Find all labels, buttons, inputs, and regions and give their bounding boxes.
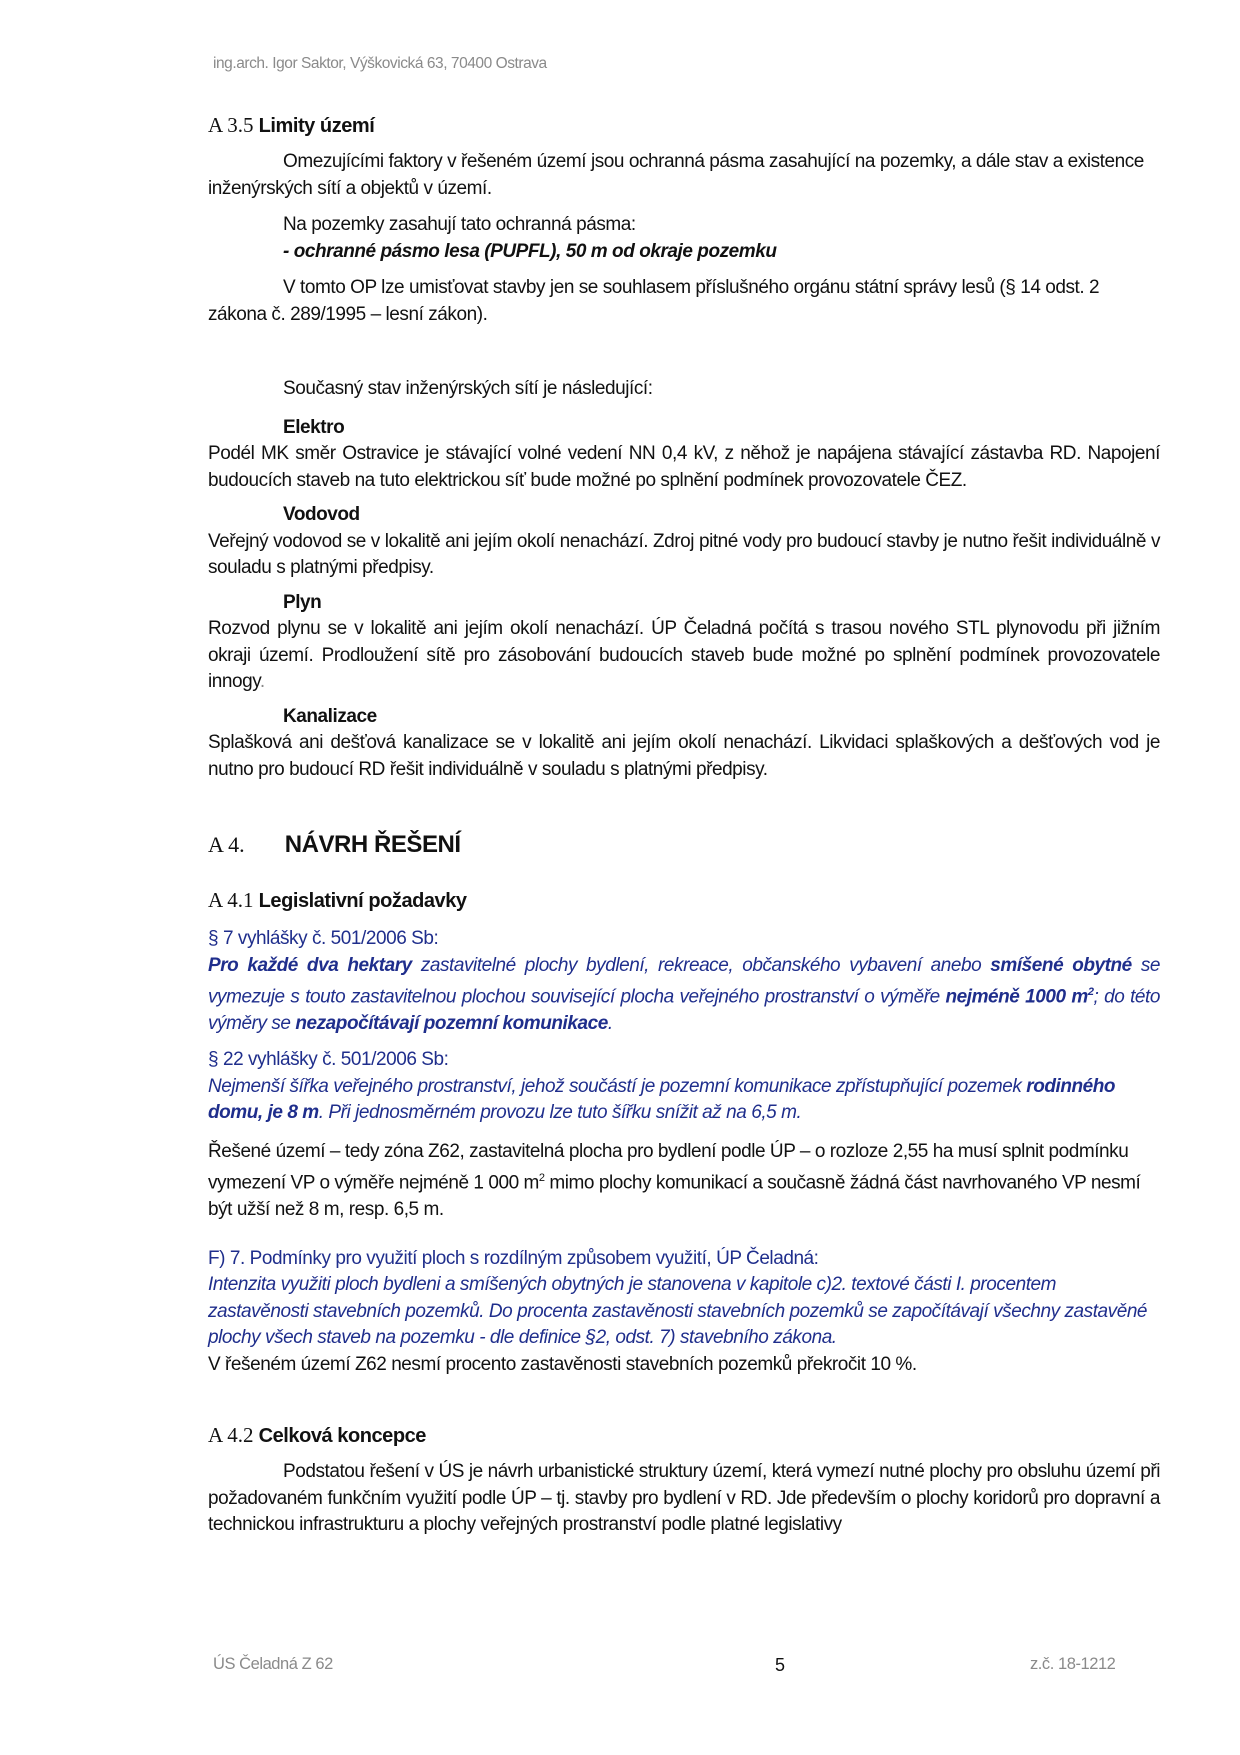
quote-emphasis: Pro každé dva hektary (208, 954, 412, 976)
paragraph-intro: Omezujícími faktory v řešeném území jsou ochranná pásma zasahující na pozemky, a dále stav a existence inženýrských sítí a objektů v území. (208, 151, 1144, 199)
document-body (208, 110, 1160, 1539)
paragraph-kanalizace: Splašková ani dešťová kanalizace se v lokalitě ani jejím okolí nenachází. Likvidaci splaškových a dešťových vod je nutno pro budoucí RD řešit individuálně v souladu s platnými předpisy. (208, 732, 1160, 780)
paragraph-requirements (208, 1139, 1160, 1224)
paragraph-conclusion: V řešeném území Z62 nesmí procento zastavěnosti stavebních pozemků překročit 10 %. (208, 1353, 917, 1375)
section-number: A 4.1 (208, 888, 254, 912)
quote-emphasis: nejméně 1000 m (945, 986, 1088, 1008)
section-number: A 4. (208, 832, 245, 857)
protection-zone-item: - ochranné pásmo lesa (PUPFL), 50 m od okraje pozemku (283, 240, 777, 262)
section-title: NÁVRH ŘEŠENÍ (284, 831, 461, 858)
superscript: 2 (538, 1172, 545, 1185)
paragraph-plyn-text: Rozvod plynu se v lokalitě ani jejím okolí nenachází. ÚP Čeladná počítá s trasou nového STL plynovodu při jižním okraji území. Prodloužení sítě pro zásobování budoucích staveb bude možné po splnění podmínek provozovatele innogy (208, 618, 1160, 692)
quote-text: . (607, 1012, 613, 1034)
paragraph-elektro: Podél MK směr Ostravice je stávající volné vedení NN 0,4 kV, z něhož je napájena stávající zástavba RD. Napojení budoucích staveb na tuto elektrickou síť bude možné po splnění podmínek provozovatele ČEZ. (208, 443, 1160, 491)
paragraph-plyn (208, 616, 1160, 696)
paragraph-text: Řešené území – tedy zóna Z62, zastavitelná plocha pro bydlení podle ÚP – o rozloze 2,55 ha musí splnit podmínku vymezení VP o výměře nejméně 1 000 m (208, 1140, 1129, 1194)
subheading-vodovod: Vodovod (283, 504, 360, 525)
page-number: 5 (775, 1655, 785, 1675)
legal-reference-3: F) 7. Podmínky pro využití ploch s rozdílným způsobem využití, ÚP Čeladná: (208, 1247, 819, 1269)
section-title: Limity území (258, 115, 375, 137)
footer-document-name: ÚS Čeladná Z 62 (213, 1655, 333, 1673)
paragraph-text: mimo plochy komunikací a současně žádná část navrhovaného VP nesmí být užší než 8 m, resp. 6,5 m. (208, 1172, 1141, 1221)
section-title: Celková koncepce (258, 1425, 426, 1448)
quote-text: zastavitelné plochy bydlení, rekreace, občanského vybavení anebo (411, 954, 991, 976)
section-heading-a4 (208, 829, 1160, 861)
protection-zone-note: V tomto OP lze umisťovat stavby jen se souhlasem příslušného orgánu státní správy lesů (§ 14 odst. 2 zákona č. 289/1995 – lesní zákon). (208, 277, 1100, 325)
quote-text: Nejmenší šířka veřejného prostranství, jehož součástí je pozemní komunikace zpřístupňující pozemek (208, 1075, 1027, 1097)
section-heading-a35 (208, 110, 1160, 141)
page-header: ing.arch. Igor Saktor, Výškovická 63, 70400 Ostrava (213, 55, 547, 72)
protection-zones-intro: Na pozemky zasahují tato ochranná pásma: (283, 214, 636, 235)
section-heading-a42 (208, 1420, 1160, 1451)
section-number: A 4.2 (208, 1423, 254, 1448)
legal-quote-1 (208, 953, 1160, 1038)
quote-emphasis: nezapočítávají pozemní komunikace (295, 1012, 608, 1034)
legal-reference-1: § 7 vyhlášky č. 501/2006 Sb: (208, 928, 439, 949)
subheading-elektro: Elektro (283, 416, 345, 438)
subheading-plyn: Plyn (283, 591, 322, 613)
legal-reference-2: § 22 vyhlášky č. 501/2006 Sb: (208, 1049, 449, 1071)
subheading-kanalizace: Kanalizace (283, 705, 377, 727)
paragraph-plyn-end: . (259, 671, 265, 692)
networks-intro: Současný stav inženýrských sítí je následující: (283, 378, 653, 399)
quote-text: ; do této výměry se (208, 986, 1160, 1034)
paragraph-vodovod: Veřejný vodovod se v lokalitě ani jejím okolí nenachází. Zdroj pitné vody pro budoucí stavby je nutno řešit individuálně v souladu s platnými předpisy. (208, 530, 1160, 578)
legal-quote-2 (208, 1074, 1160, 1127)
legal-quote-3: Intenzita využiti ploch bydleni a smíšených obytných je stanovena v kapitole c)2. textové části I. procentem zastavěnosti stavebních pozemků. Do procenta zastavěnosti stavebních pozemků se započítávají všechny zastavěné plochy všech staveb na pozemku - dle definice §2, odst. 7) stavebního zákona. (208, 1274, 1148, 1349)
quote-emphasis: rodinného domu, je 8 m (208, 1075, 1116, 1124)
footer-order-number: z.č. 18-1212 (1030, 1655, 1116, 1673)
paragraph-concept: Podstatou řešení v ÚS je návrh urbanistické struktury území, která vymezí nutné plochy pro obsluhu území při požadovaném funkčním využití podle ÚP – tj. stavby pro bydlení v RD. Jde především o plochy koridorů pro dopravní a technickou infrastrukturu a plochy veřejných prostranství podle platné legislativy (208, 1461, 1160, 1536)
section-title: Legislativní požadavky (258, 890, 467, 912)
superscript: 2 (1087, 986, 1094, 998)
section-heading-a41 (208, 885, 1160, 916)
quote-emphasis: smíšené obytné (990, 954, 1132, 976)
quote-text: . Při jednosměrném provozu lze tuto šířku snížit až na 6,5 m. (318, 1102, 802, 1124)
section-number: A 3.5 (208, 113, 254, 137)
quote-text: se vymezuje s touto zastavitelnou plochou související plocha veřejného prostranství o výměře (208, 954, 1161, 1008)
